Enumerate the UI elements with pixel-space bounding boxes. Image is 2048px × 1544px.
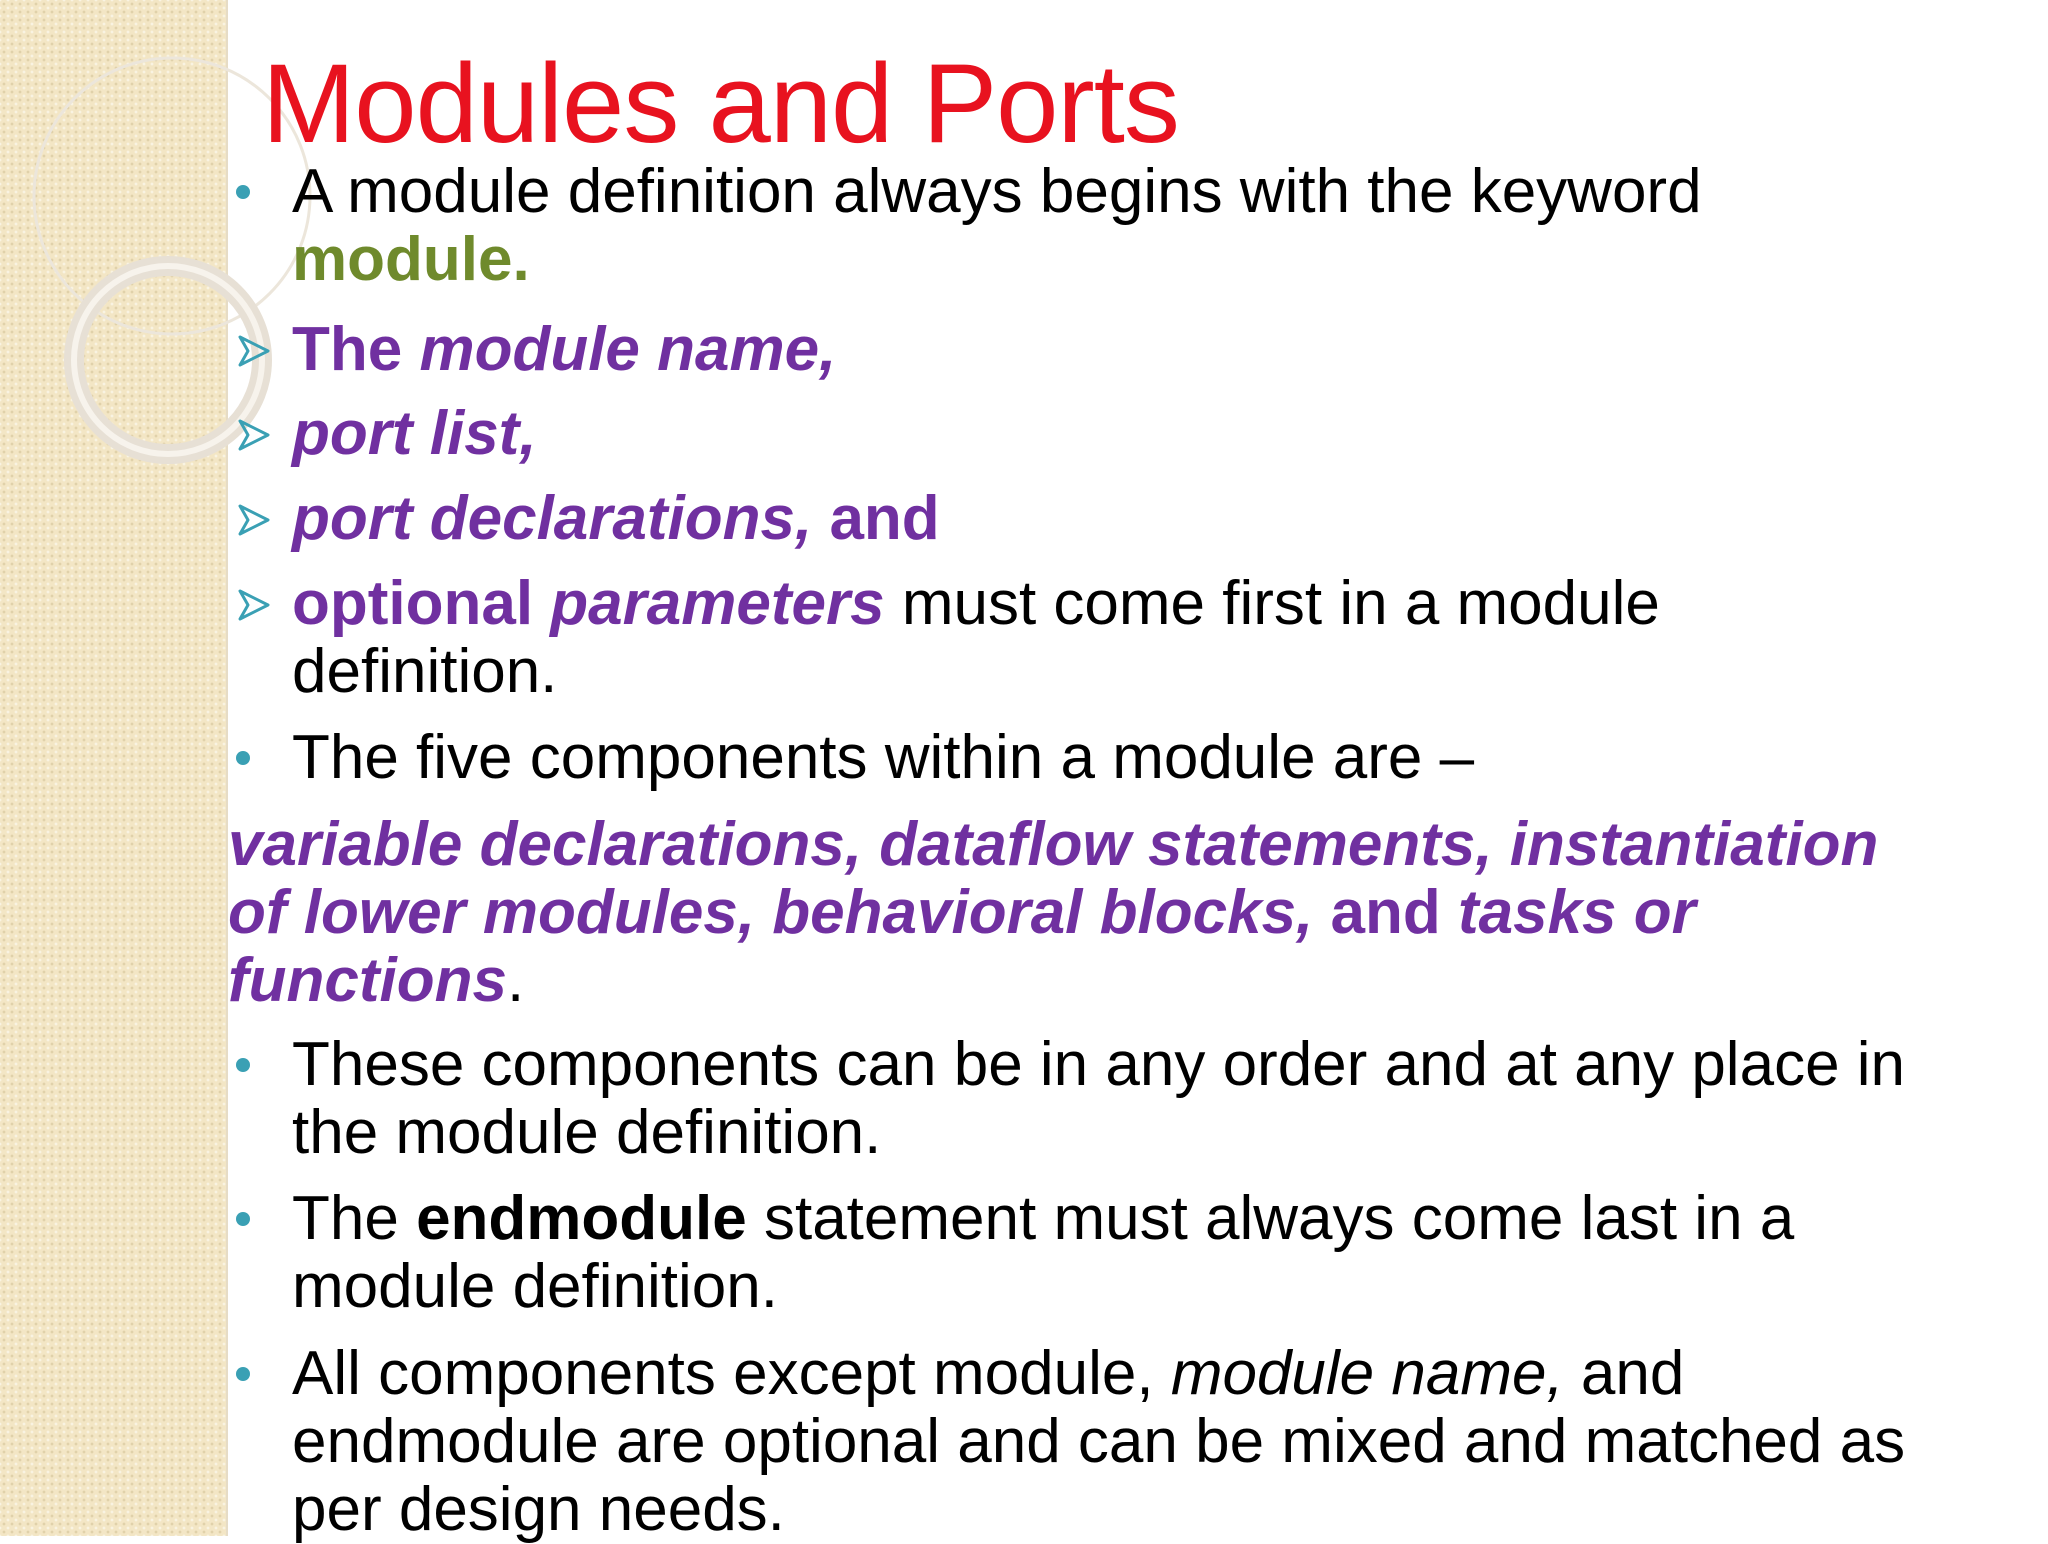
circle-bullet-icon	[236, 1367, 250, 1381]
components-end: .	[506, 946, 525, 1015]
sub-item-optional-parameters	[292, 570, 1660, 706]
sub-item-italic: port list,	[292, 399, 537, 468]
components-line-2c: tasks or	[1457, 878, 1696, 947]
bullet-module-definition	[292, 158, 1702, 294]
bullet-line-1: These components can be in any order and at any place in	[292, 1030, 1906, 1099]
bullet-line-3: per design needs.	[292, 1475, 785, 1544]
components-line-1: variable declarations, dataflow statements, instantiation	[228, 810, 1879, 879]
bullet-italic: module name,	[1170, 1339, 1564, 1408]
arrow-bullet-icon	[236, 417, 272, 453]
bullet-text: The five components within a module are –	[292, 723, 1475, 792]
slide-title: Modules and Ports	[262, 41, 1179, 166]
sub-item-lead: optional	[292, 569, 551, 638]
components-list	[228, 811, 1878, 1015]
arrow-bullet-icon	[236, 587, 272, 623]
bullet-lead: The	[292, 1184, 417, 1253]
bullet-line-2: the module definition.	[292, 1098, 882, 1167]
bullet-tail: statement must always come last in a	[746, 1184, 1795, 1253]
bullet-text: A module definition always begins with the keyword	[292, 157, 1702, 226]
components-line-2a: of lower modules, behavioral blocks,	[228, 878, 1314, 947]
sub-item-continuation: definition.	[292, 637, 558, 706]
bullet-endmodule	[292, 1185, 1794, 1321]
sub-item-italic: parameters	[550, 569, 885, 638]
sub-item-italic: port declarations,	[292, 484, 813, 553]
sub-item-port-list	[292, 400, 537, 468]
sub-item-port-declarations	[292, 485, 940, 553]
arrow-bullet-icon	[236, 333, 272, 369]
keyword-module: module.	[292, 225, 530, 294]
components-line-2b: and	[1313, 878, 1458, 947]
bullet-lead: All components except module,	[292, 1339, 1171, 1408]
bullet-line-2: endmodule are optional and can be mixed and matched as	[292, 1407, 1906, 1476]
circle-bullet-icon	[236, 751, 250, 765]
sub-item-module-name	[292, 316, 836, 384]
bullet-five-components	[292, 724, 1474, 792]
circle-bullet-icon	[236, 185, 250, 199]
sub-item-italic: module name,	[419, 315, 837, 384]
components-line-3: functions	[228, 946, 507, 1015]
keyword-endmodule: endmodule	[416, 1184, 747, 1253]
bullet-any-order	[292, 1031, 1905, 1167]
sub-item-tail: and	[812, 484, 940, 553]
circle-bullet-icon	[236, 1058, 250, 1072]
bullet-line-2: module definition.	[292, 1252, 778, 1321]
sub-item-lead: The	[292, 315, 420, 384]
circle-bullet-icon	[236, 1212, 250, 1226]
sub-item-tail: must come first in a module	[884, 569, 1660, 638]
arrow-bullet-icon	[236, 502, 272, 538]
bullet-tail: and	[1563, 1339, 1685, 1408]
bullet-optional-components	[292, 1340, 1905, 1544]
